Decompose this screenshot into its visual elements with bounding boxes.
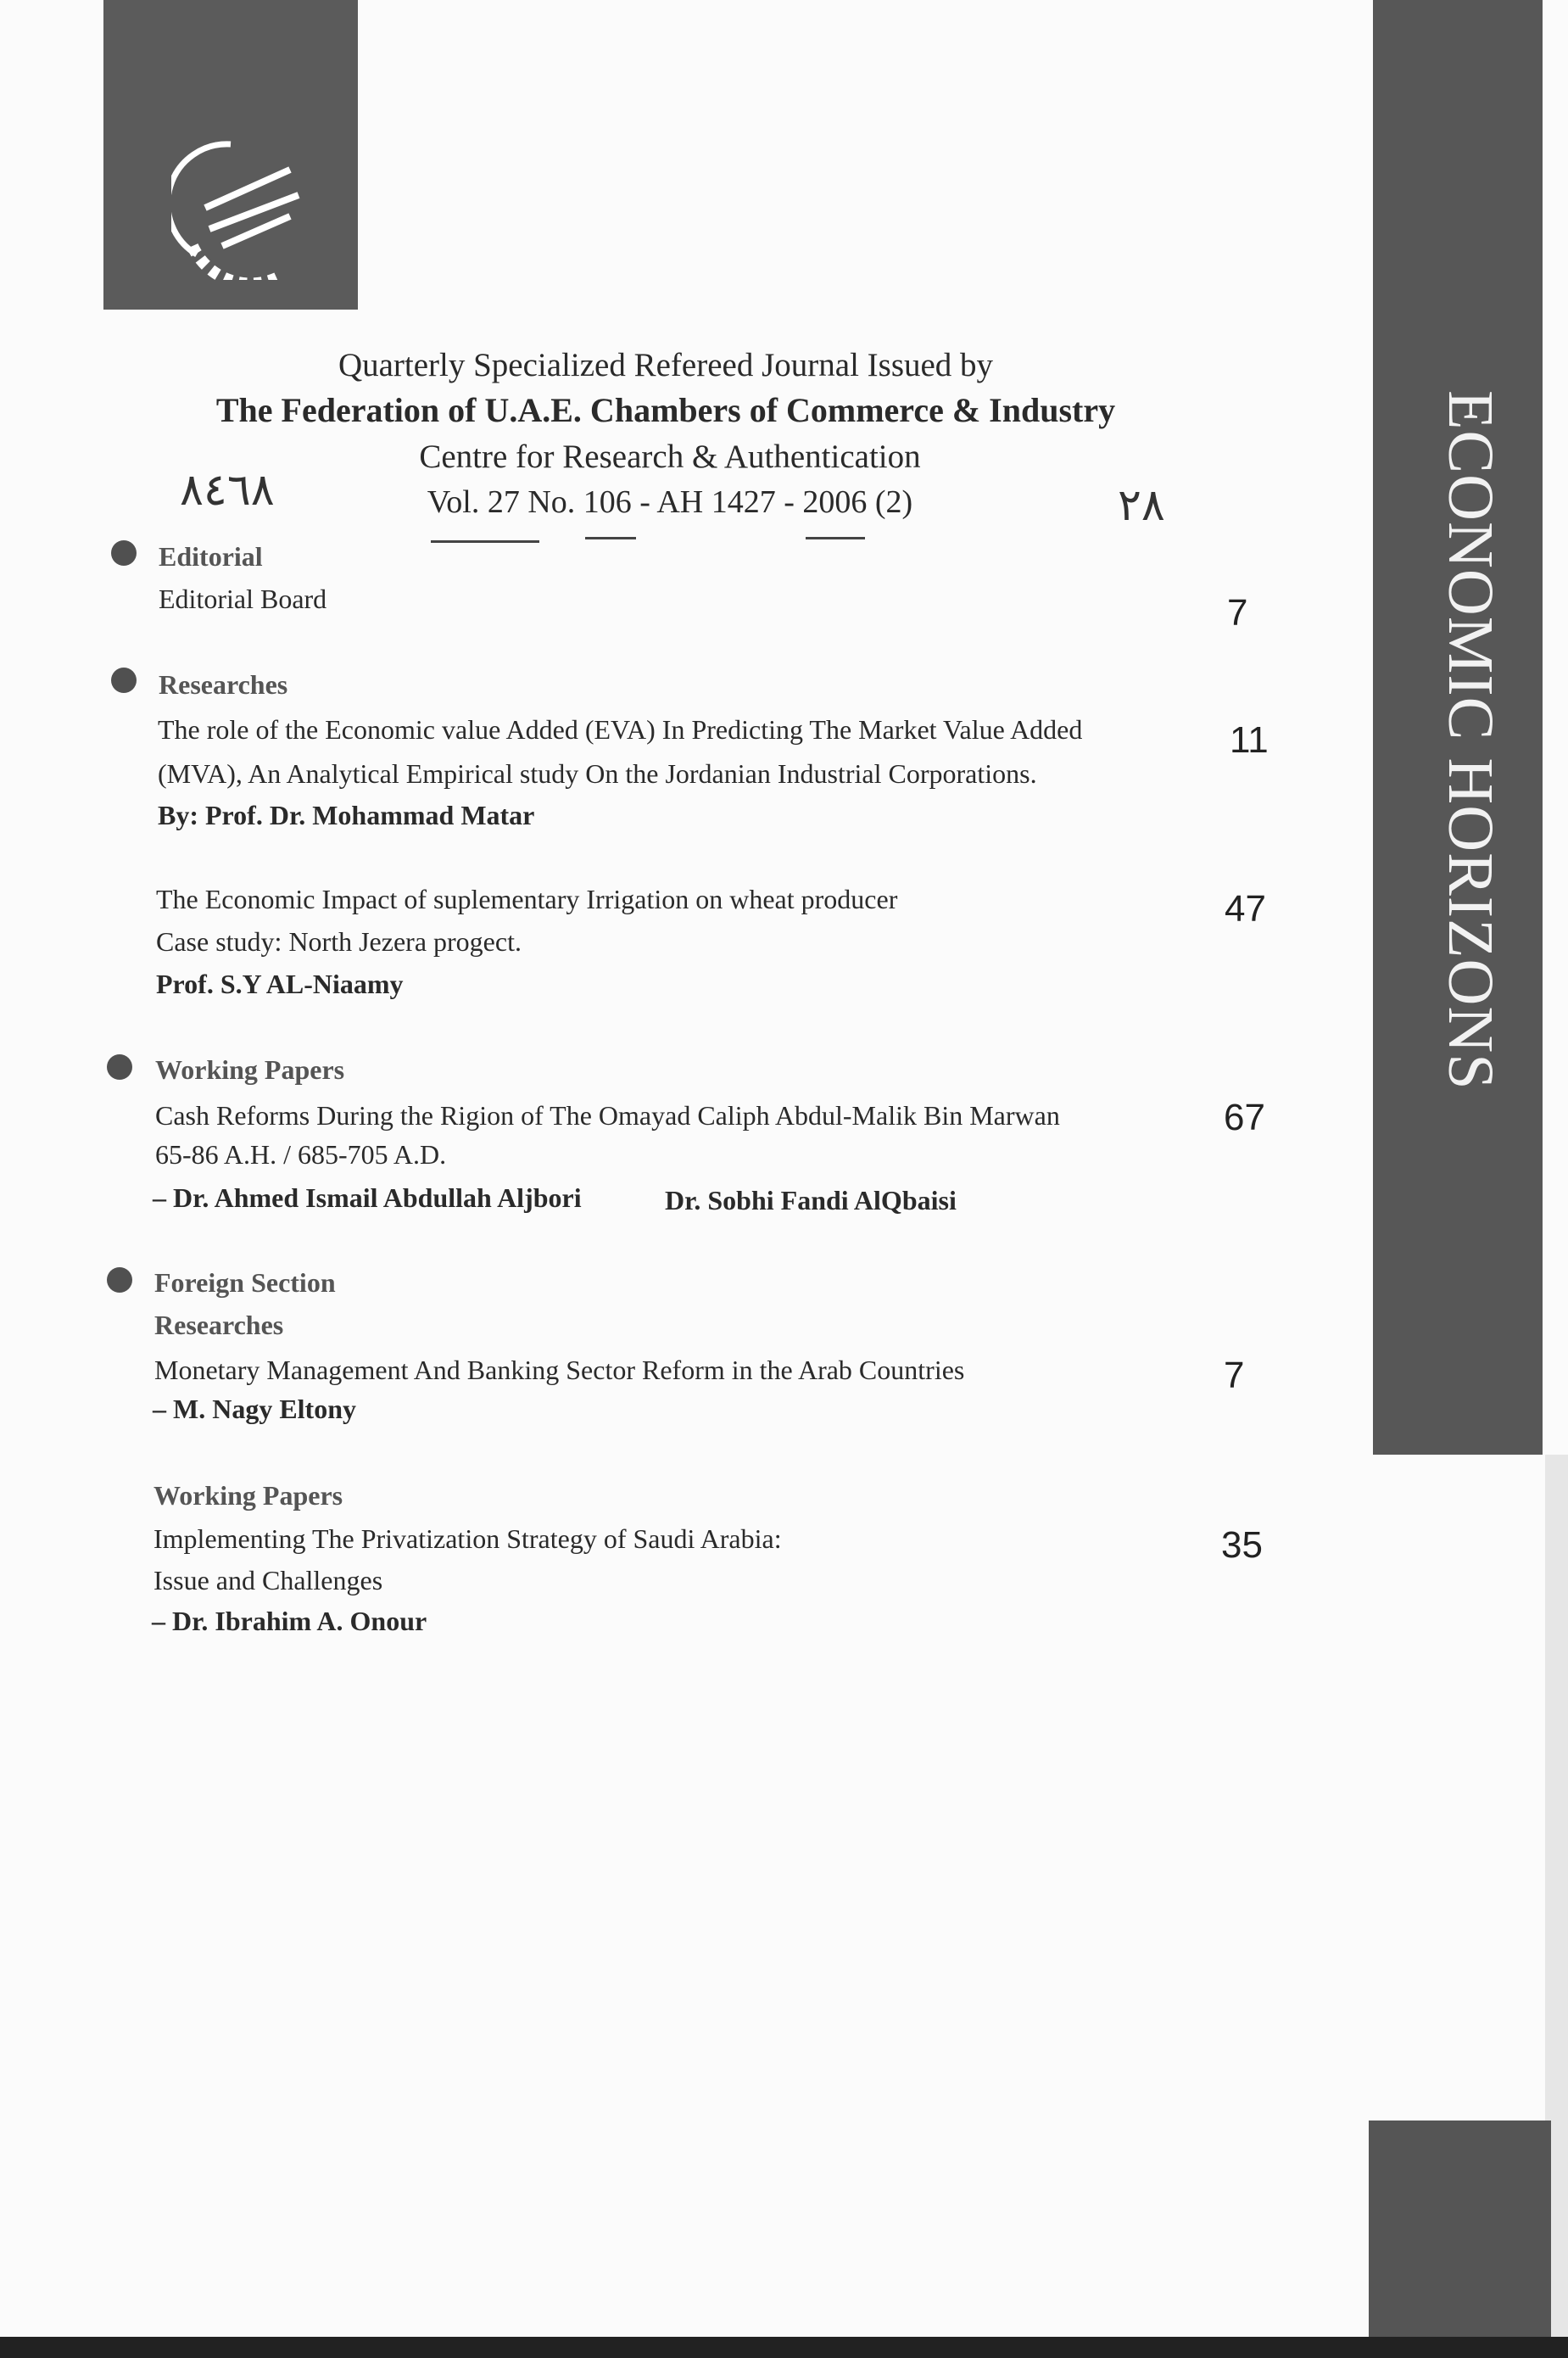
bottom-block [1369,2121,1551,2337]
section-bullet [107,1054,132,1080]
page-number: 11 [1230,719,1269,761]
page-number: 67 [1224,1097,1265,1138]
subsection-working-papers: Working Papers [153,1480,343,1511]
subsection-researches: Researches [154,1310,284,1340]
page-number: 35 [1221,1524,1263,1566]
logo-box [103,0,358,310]
header-line-2: The Federation of U.A.E. Chambers of Commerce & Industry [215,391,1116,429]
article-title-line[interactable]: (MVA), An Analytical Empirical study On the Jordanian Industrial Corporations. [158,758,1037,789]
bottom-edge [0,2337,1568,2358]
federation-logo-icon [171,127,307,280]
journal-title: ECONOMIC HORIZONS [1435,390,1506,1091]
article-title-line[interactable]: Implementing The Privatization Strategy of Saudi Arabia: [153,1523,782,1554]
section-researches: Researches [159,669,288,700]
section-bullet [107,1267,132,1293]
article-title-line[interactable]: Case study: North Jezera progect. [156,926,522,957]
article-author: – Dr. Ibrahim A. Onour [152,1606,427,1636]
section-foreign: Foreign Section [154,1267,336,1298]
article-author: Prof. S.Y AL-Niaamy [156,969,404,999]
article-author: – M. Nagy Eltony [153,1394,356,1424]
page-number: 7 [1224,1355,1245,1396]
article-author: By: Prof. Dr. Mohammad Matar [158,800,535,830]
header-line-3: Centre for Research & Authentication [419,439,921,475]
pen-underline [806,537,865,539]
article-title[interactable]: Monetary Management And Banking Sector Reform in the Arab Countries [154,1355,965,1385]
header-line-1: Quarterly Specialized Refereed Journal Issued by [338,347,994,383]
header-line-4: Vol. 27 No. 106 - AH 1427 - 2006 (2) [427,484,913,520]
pen-underline [585,537,636,539]
section-bullet [111,540,137,566]
article-author: Dr. Sobhi Fandi AlQbaisi [665,1185,957,1215]
section-working-papers: Working Papers [155,1054,345,1085]
article-author: – Dr. Ahmed Ismail Abdullah Aljbori [153,1182,582,1213]
article-title-line[interactable]: Cash Reforms During the Rigion of The Omayad Caliph Abdul-Malik Bin Marwan [155,1100,1060,1131]
pen-underline [431,540,539,543]
article-title-line[interactable]: Issue and Challenges [153,1565,383,1595]
article-title-line[interactable]: The role of the Economic value Added (EVA) In Predicting The Market Value Added [158,714,1083,745]
section-bullet [111,668,137,693]
page-number: 47 [1225,888,1266,930]
article-title-line[interactable]: 65-86 A.H. / 685-705 A.D. [155,1139,447,1170]
section-editorial: Editorial [159,541,263,572]
editorial-title[interactable]: Editorial Board [159,584,327,614]
page-number: 7 [1227,592,1248,634]
article-title-line[interactable]: The Economic Impact of suplementary Irrigation on wheat producer [156,884,898,914]
handwritten-number-left: ٨٤٦٨ [180,465,275,516]
handwritten-number-right: ٢٨ [1118,480,1165,531]
